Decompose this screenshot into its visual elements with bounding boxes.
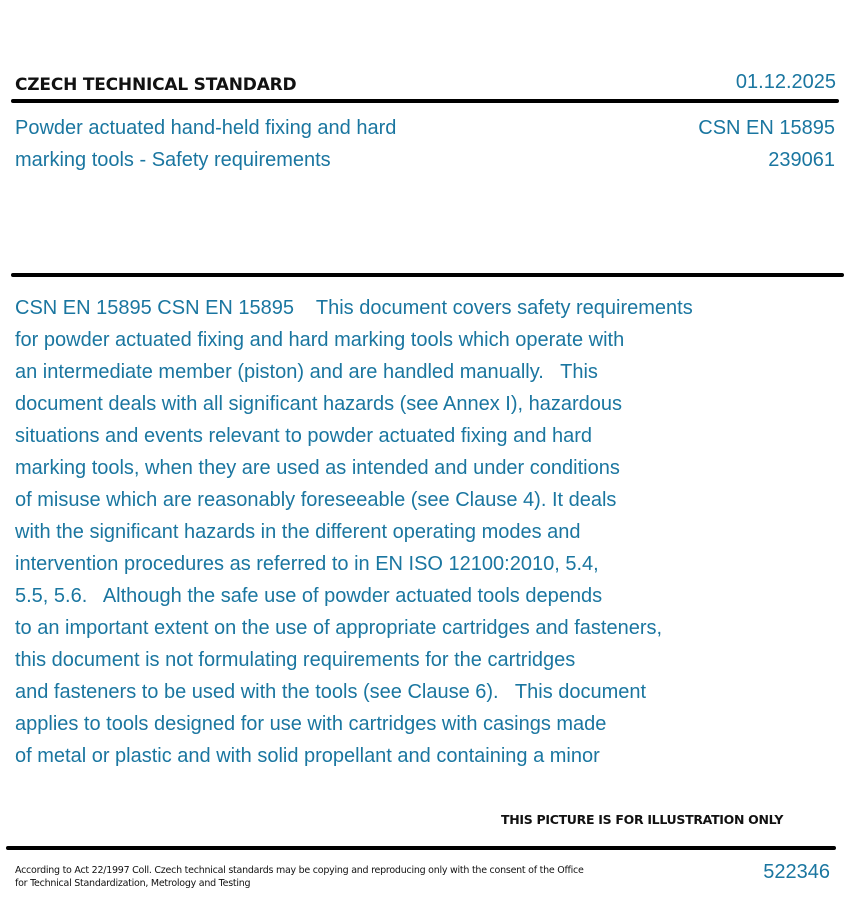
document-title-line-1: Powder actuated hand-held fixing and hard	[15, 117, 397, 139]
abstract-line: applies to tools designed for use with cartridges with casings made	[15, 713, 607, 735]
abstract-line: situations and events relevant to powder actuated fixing and hard	[15, 425, 593, 447]
abstract-line: marking tools, when they are used as intended and under conditions	[15, 457, 620, 479]
abstract-line: CSN EN 15895 CSN EN 15895 This document covers safety requirements	[15, 297, 693, 319]
abstract-line: of misuse which are reasonably foreseeable (see Clause 4). It deals	[15, 489, 617, 511]
publication-date: 01.12.2025	[735, 71, 836, 93]
copyright-note-line-1: According to Act 22/1997 Coll. Czech technical standards may be copying and reproducing only with the consent of the Office	[15, 865, 584, 876]
abstract-line: document deals with all significant hazards (see Annex I), hazardous	[15, 393, 623, 415]
standard-type-label: CZECH TECHNICAL STANDARD	[15, 75, 297, 95]
document-title-line-2: marking tools - Safety requirements	[15, 149, 331, 171]
abstract-line: of metal or plastic and with solid propellant and containing a minor	[15, 745, 600, 767]
abstract-line: this document is not formulating requirements for the cartridges	[15, 649, 576, 671]
abstract-line: an intermediate member (piston) and are handled manually. This	[15, 361, 598, 383]
header-divider	[11, 99, 839, 103]
abstract-line: for powder actuated fixing and hard marking tools which operate with	[15, 329, 625, 351]
abstract-line: with the significant hazards in the different operating modes and	[15, 521, 581, 543]
copyright-note-line-2: for Technical Standardization, Metrology and Testing	[15, 878, 251, 889]
document-abstract	[15, 292, 795, 772]
illustration-disclaimer: THIS PICTURE IS FOR ILLUSTRATION ONLY	[501, 812, 784, 827]
abstract-line: and fasteners to be used with the tools (see Clause 6). This document	[15, 681, 647, 703]
document-number: 522346	[763, 861, 830, 883]
footer-divider	[6, 846, 836, 850]
abstract-line: 5.5, 5.6. Although the safe use of powder actuated tools depends	[15, 585, 603, 607]
title-divider	[11, 273, 844, 277]
abstract-line: to an important extent on the use of appropriate cartridges and fasteners,	[15, 617, 663, 639]
standard-code: CSN EN 15895	[698, 117, 835, 139]
copyright-note	[15, 864, 584, 890]
abstract-line: intervention procedures as referred to in EN ISO 12100:2010, 5.4,	[15, 553, 599, 575]
class-number: 239061	[768, 149, 835, 171]
